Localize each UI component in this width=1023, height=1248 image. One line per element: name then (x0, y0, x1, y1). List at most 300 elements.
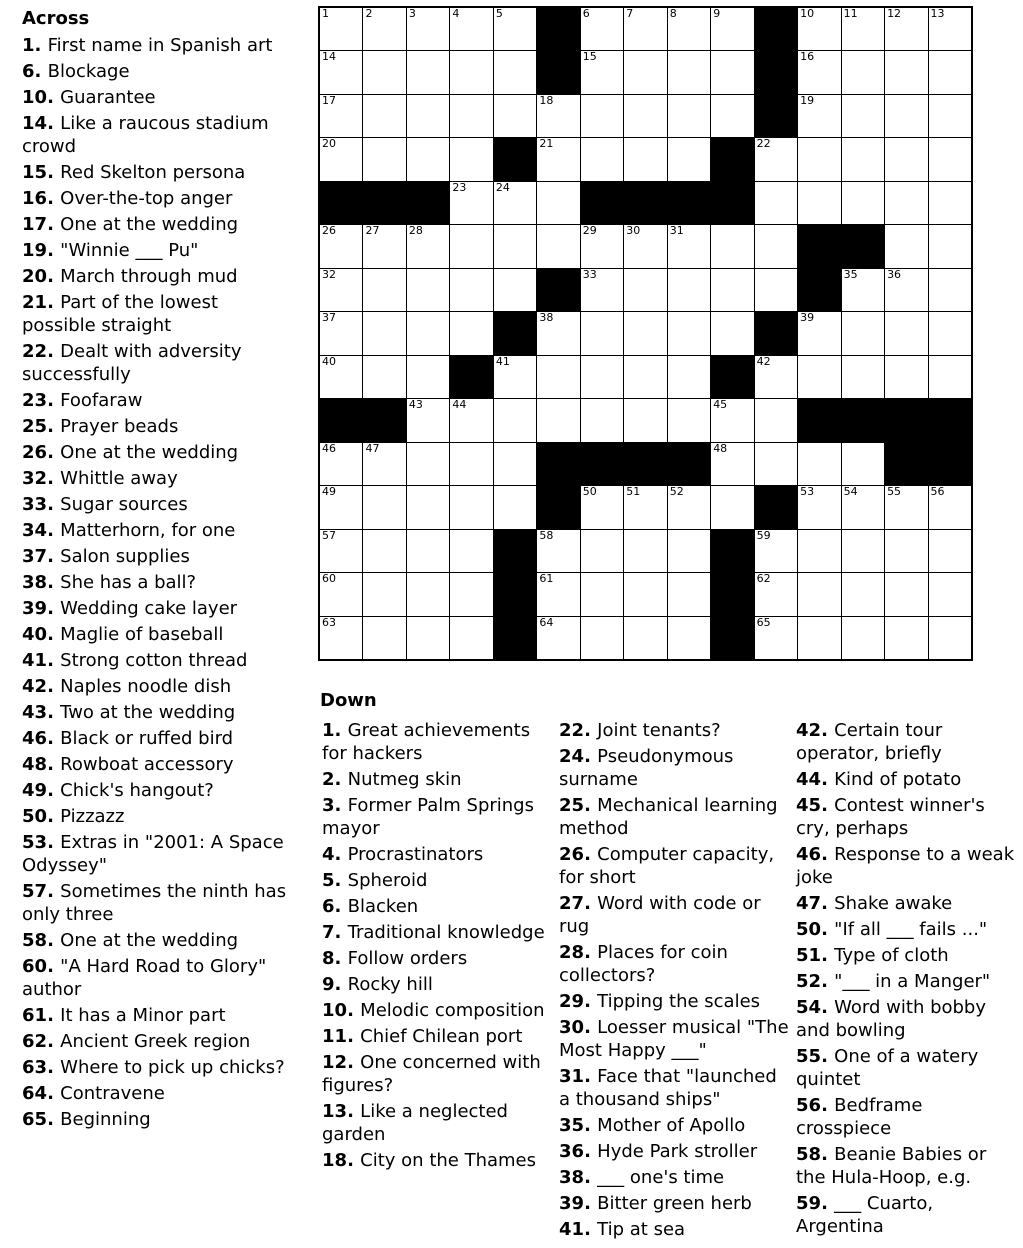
clue-item[interactable] (559, 1218, 791, 1241)
grid-cell[interactable] (668, 225, 710, 267)
clue-item[interactable] (22, 675, 294, 698)
grid-cell[interactable] (320, 312, 362, 354)
grid-cell[interactable] (885, 617, 927, 659)
grid-cell[interactable] (537, 530, 579, 572)
grid-cell[interactable] (798, 356, 840, 398)
grid-cell[interactable] (624, 269, 666, 311)
grid-cell[interactable] (798, 138, 840, 180)
grid-cell[interactable] (885, 182, 927, 224)
grid-cell[interactable] (798, 182, 840, 224)
clue-number: 46 (22, 728, 48, 749)
grid-cell[interactable] (842, 617, 884, 659)
clue-item[interactable] (322, 794, 554, 840)
cell-number: 29 (582, 224, 597, 238)
grid-cell[interactable] (363, 269, 405, 311)
grid-cell[interactable] (842, 530, 884, 572)
grid-cell[interactable] (755, 182, 797, 224)
grid-cell[interactable] (842, 51, 884, 93)
grid-cell[interactable] (929, 312, 971, 354)
grid-cell[interactable] (842, 443, 884, 485)
grid-cell[interactable] (885, 51, 927, 93)
grid-cell[interactable] (885, 530, 927, 572)
clue-number-dot: . (47, 728, 61, 749)
clue-item[interactable] (22, 60, 294, 83)
clue-item[interactable] (322, 719, 554, 765)
grid-cell[interactable] (320, 617, 362, 659)
grid-cell[interactable] (450, 573, 492, 615)
clue-item[interactable] (22, 415, 294, 438)
clue-item[interactable] (22, 571, 294, 594)
clue-item[interactable] (796, 1192, 1018, 1238)
clue-item[interactable] (322, 1100, 554, 1146)
clue-item[interactable] (322, 947, 554, 970)
grid-cell[interactable] (624, 8, 666, 50)
clue-number: 8 (322, 948, 335, 969)
grid-cell[interactable] (668, 530, 710, 572)
grid-cell[interactable] (450, 312, 492, 354)
clue-item[interactable] (559, 1065, 791, 1111)
grid-cell[interactable] (450, 182, 492, 224)
clue-item[interactable] (796, 719, 1018, 765)
grid-cell[interactable] (668, 138, 710, 180)
clue-item[interactable] (322, 895, 554, 918)
clue-item[interactable] (322, 973, 554, 996)
clue-item[interactable] (22, 545, 294, 568)
grid-cell[interactable] (363, 443, 405, 485)
grid-cell[interactable] (581, 269, 623, 311)
grid-cell[interactable] (755, 443, 797, 485)
grid-cell[interactable] (363, 530, 405, 572)
grid-cell[interactable] (668, 95, 710, 137)
cell-number: 44 (452, 398, 467, 412)
black-square (537, 8, 579, 50)
grid-cell[interactable] (581, 617, 623, 659)
grid-cell[interactable] (885, 312, 927, 354)
grid-cell[interactable] (885, 8, 927, 50)
cell-number: 15 (582, 50, 597, 64)
black-square (450, 356, 492, 398)
grid-cell[interactable] (842, 486, 884, 528)
grid-cell[interactable] (407, 51, 449, 93)
cell-number: 54 (843, 485, 858, 499)
grid-cell[interactable] (494, 443, 536, 485)
grid-cell[interactable] (407, 486, 449, 528)
clue-item[interactable] (559, 843, 791, 889)
grid-cell[interactable] (842, 269, 884, 311)
grid-cell[interactable] (407, 225, 449, 267)
grid-cell[interactable] (929, 95, 971, 137)
grid-cell[interactable] (798, 51, 840, 93)
grid-cell[interactable] (363, 8, 405, 50)
clue-item[interactable] (22, 805, 294, 828)
clue-item[interactable] (22, 831, 294, 877)
clue-item[interactable] (796, 996, 1018, 1042)
grid-cell[interactable] (581, 95, 623, 137)
grid-cell[interactable] (624, 573, 666, 615)
grid-cell[interactable] (320, 51, 362, 93)
grid-cell[interactable] (581, 8, 623, 50)
clue-item[interactable] (796, 1045, 1018, 1091)
grid-cell[interactable] (537, 617, 579, 659)
grid-cell[interactable] (624, 356, 666, 398)
grid-cell[interactable] (798, 443, 840, 485)
grid-cell[interactable] (363, 356, 405, 398)
grid-cell[interactable] (842, 356, 884, 398)
clue-item[interactable] (322, 869, 554, 892)
clue-number-dot: . (47, 494, 61, 515)
clue-text: Maglie of baseball (60, 624, 224, 645)
grid-cell[interactable] (842, 182, 884, 224)
clue-item[interactable] (22, 1004, 294, 1027)
clue-item[interactable] (22, 955, 294, 1001)
clue-item[interactable] (22, 1082, 294, 1105)
grid-cell[interactable] (450, 617, 492, 659)
grid-cell[interactable] (450, 530, 492, 572)
clue-item[interactable] (22, 623, 294, 646)
grid-cell[interactable] (624, 225, 666, 267)
clue-item[interactable] (22, 779, 294, 802)
clue-item[interactable] (22, 441, 294, 464)
grid-cell[interactable] (407, 443, 449, 485)
cell-number: 46 (322, 441, 336, 455)
clue-item[interactable] (796, 918, 1018, 941)
grid-cell[interactable] (842, 8, 884, 50)
grid-cell[interactable] (450, 486, 492, 528)
grid-cell[interactable] (363, 573, 405, 615)
clue-item[interactable] (22, 929, 294, 952)
clue-item[interactable] (796, 843, 1018, 889)
grid-cell[interactable] (668, 399, 710, 441)
clue-item[interactable] (796, 892, 1018, 915)
grid-cell[interactable] (581, 573, 623, 615)
clue-item[interactable] (22, 340, 294, 386)
clue-item[interactable] (559, 719, 791, 742)
grid-cell[interactable] (755, 530, 797, 572)
grid-cell[interactable] (929, 138, 971, 180)
clue-item[interactable] (22, 1056, 294, 1079)
grid-cell[interactable] (885, 486, 927, 528)
clue-item[interactable] (559, 1016, 791, 1062)
black-square (929, 443, 971, 485)
grid-cell[interactable] (711, 51, 753, 93)
grid-cell[interactable] (929, 617, 971, 659)
clue-item[interactable] (22, 880, 294, 926)
grid-cell[interactable] (755, 573, 797, 615)
clue-item[interactable] (796, 794, 1018, 840)
black-square (494, 530, 536, 572)
clue-item[interactable] (559, 794, 791, 840)
grid-cell[interactable] (581, 399, 623, 441)
grid-cell[interactable] (407, 617, 449, 659)
grid-cell[interactable] (885, 225, 927, 267)
grid-cell[interactable] (711, 269, 753, 311)
grid-cell[interactable] (494, 269, 536, 311)
clue-number: 14 (22, 113, 48, 134)
clue-item[interactable] (22, 389, 294, 412)
clue-item[interactable] (322, 999, 554, 1022)
clue-text: Face that "launched a thousand ships" (559, 1066, 777, 1110)
grid-cell[interactable] (624, 51, 666, 93)
grid-cell[interactable] (581, 312, 623, 354)
grid-cell[interactable] (537, 225, 579, 267)
grid-cell[interactable] (581, 51, 623, 93)
grid-cell[interactable] (929, 51, 971, 93)
grid-cell[interactable] (668, 573, 710, 615)
grid-cell[interactable] (711, 443, 753, 485)
clue-item[interactable] (559, 892, 791, 938)
grid-cell[interactable] (450, 269, 492, 311)
grid-cell[interactable] (320, 530, 362, 572)
grid-cell[interactable] (798, 486, 840, 528)
grid-cell[interactable] (842, 138, 884, 180)
grid-cell[interactable] (320, 95, 362, 137)
grid-cell[interactable] (798, 95, 840, 137)
grid-cell[interactable] (450, 8, 492, 50)
grid-cell[interactable] (363, 95, 405, 137)
grid-cell[interactable] (450, 95, 492, 137)
grid-cell[interactable] (320, 225, 362, 267)
grid-cell[interactable] (711, 225, 753, 267)
grid-cell[interactable] (755, 399, 797, 441)
clue-item[interactable] (796, 768, 1018, 791)
grid-cell[interactable] (711, 95, 753, 137)
clue-item[interactable] (22, 597, 294, 620)
clue-item[interactable] (22, 649, 294, 672)
grid-cell[interactable] (711, 486, 753, 528)
grid-cell[interactable] (668, 617, 710, 659)
clue-number-dot: . (821, 997, 835, 1018)
grid-cell[interactable] (320, 8, 362, 50)
clue-number-dot: . (47, 188, 61, 209)
grid-cell[interactable] (450, 138, 492, 180)
grid-cell[interactable] (407, 8, 449, 50)
clue-item[interactable] (22, 519, 294, 542)
grid-cell[interactable] (494, 8, 536, 50)
clue-item[interactable] (22, 187, 294, 210)
clue-item[interactable] (22, 1030, 294, 1053)
grid-cell[interactable] (537, 312, 579, 354)
grid-cell[interactable] (494, 486, 536, 528)
clue-item[interactable] (22, 213, 294, 236)
grid-cell[interactable] (494, 95, 536, 137)
clue-item[interactable] (22, 265, 294, 288)
grid-cell[interactable] (668, 51, 710, 93)
clue-text: One of a watery quintet (796, 1046, 979, 1090)
clue-item[interactable] (322, 921, 554, 944)
clue-item[interactable] (796, 1094, 1018, 1140)
clue-number-dot: . (347, 1052, 361, 1073)
grid-cell[interactable] (798, 312, 840, 354)
grid-cell[interactable] (624, 138, 666, 180)
grid-cell[interactable] (407, 312, 449, 354)
cell-number: 40 (322, 354, 336, 368)
grid-cell[interactable] (320, 443, 362, 485)
black-square (537, 443, 579, 485)
grid-cell[interactable] (624, 486, 666, 528)
clue-number: 24 (559, 746, 585, 767)
grid-cell[interactable] (320, 138, 362, 180)
grid-cell[interactable] (668, 356, 710, 398)
grid-cell[interactable] (755, 617, 797, 659)
grid-cell[interactable] (494, 399, 536, 441)
grid-cell[interactable] (494, 51, 536, 93)
cell-number: 51 (626, 485, 641, 499)
grid-cell[interactable] (668, 486, 710, 528)
clue-item[interactable] (322, 1025, 554, 1048)
grid-cell[interactable] (624, 95, 666, 137)
clue-item[interactable] (559, 1166, 791, 1189)
grid-cell[interactable] (885, 138, 927, 180)
clue-item[interactable] (322, 843, 554, 866)
grid-cell[interactable] (929, 225, 971, 267)
clue-item[interactable] (22, 493, 294, 516)
grid-cell[interactable] (798, 617, 840, 659)
grid-cell[interactable] (755, 138, 797, 180)
grid-cell[interactable] (624, 617, 666, 659)
grid-cell[interactable] (581, 486, 623, 528)
clue-item[interactable] (22, 727, 294, 750)
clue-item[interactable] (796, 1143, 1018, 1189)
clue-item[interactable] (559, 745, 791, 791)
grid-cell[interactable] (929, 356, 971, 398)
down-clue-list-1 (322, 719, 554, 1175)
grid-cell[interactable] (711, 399, 753, 441)
grid-cell[interactable] (624, 312, 666, 354)
grid-cell[interactable] (407, 95, 449, 137)
grid-cell[interactable] (624, 399, 666, 441)
clue-item[interactable] (559, 990, 791, 1013)
grid-cell[interactable] (320, 573, 362, 615)
grid-cell[interactable] (711, 312, 753, 354)
grid-cell[interactable] (407, 269, 449, 311)
grid-cell[interactable] (320, 486, 362, 528)
grid-cell[interactable] (537, 573, 579, 615)
grid-cell[interactable] (885, 95, 927, 137)
clue-item[interactable] (22, 1108, 294, 1131)
clue-item[interactable] (22, 291, 294, 337)
clue-item[interactable] (322, 1149, 554, 1172)
clue-item[interactable] (22, 753, 294, 776)
grid-cell[interactable] (450, 225, 492, 267)
grid-cell[interactable] (537, 182, 579, 224)
clue-text: Certain tour operator, briefly (796, 720, 943, 764)
clue-item[interactable] (22, 239, 294, 262)
grid-cell[interactable] (363, 51, 405, 93)
grid-cell[interactable] (929, 573, 971, 615)
grid-cell[interactable] (668, 8, 710, 50)
clue-item[interactable] (796, 944, 1018, 967)
grid-cell[interactable] (668, 312, 710, 354)
black-square (929, 399, 971, 441)
clue-number-dot: . (47, 572, 61, 593)
grid-cell[interactable] (407, 356, 449, 398)
grid-cell[interactable] (450, 443, 492, 485)
grid-cell[interactable] (537, 399, 579, 441)
cell-number: 20 (322, 137, 336, 151)
grid-cell[interactable] (581, 356, 623, 398)
clue-item[interactable] (22, 86, 294, 109)
grid-cell[interactable] (537, 138, 579, 180)
grid-cell[interactable] (494, 225, 536, 267)
clue-text: Rowboat accessory (60, 754, 234, 775)
grid-cell[interactable] (494, 356, 536, 398)
grid-cell[interactable] (363, 312, 405, 354)
clue-item[interactable] (322, 1051, 554, 1097)
clue-text: Naples noodle dish (60, 676, 232, 697)
clue-number: 56 (796, 1095, 822, 1116)
grid-cell[interactable] (581, 138, 623, 180)
clue-item[interactable] (22, 161, 294, 184)
grid-cell[interactable] (537, 356, 579, 398)
grid-cell[interactable] (929, 530, 971, 572)
grid-cell[interactable] (711, 8, 753, 50)
grid-cell[interactable] (929, 182, 971, 224)
grid-cell[interactable] (885, 269, 927, 311)
grid-cell[interactable] (798, 573, 840, 615)
grid-cell[interactable] (363, 486, 405, 528)
grid-cell[interactable] (363, 138, 405, 180)
grid-cell[interactable] (755, 269, 797, 311)
grid-cell[interactable] (755, 225, 797, 267)
grid-cell[interactable] (450, 399, 492, 441)
black-square (885, 443, 927, 485)
grid-cell[interactable] (450, 51, 492, 93)
clue-item[interactable] (22, 34, 294, 57)
grid-cell[interactable] (755, 356, 797, 398)
clue-item[interactable] (796, 970, 1018, 993)
grid-cell[interactable] (494, 182, 536, 224)
clue-item[interactable] (559, 941, 791, 987)
clue-item[interactable] (22, 467, 294, 490)
grid-cell[interactable] (798, 530, 840, 572)
clue-item[interactable] (22, 701, 294, 724)
grid-cell[interactable] (581, 530, 623, 572)
grid-cell[interactable] (407, 530, 449, 572)
grid-cell[interactable] (581, 225, 623, 267)
grid-cell[interactable] (929, 486, 971, 528)
grid-cell[interactable] (929, 8, 971, 50)
clue-item[interactable] (22, 112, 294, 158)
black-square (624, 443, 666, 485)
grid-cell[interactable] (537, 95, 579, 137)
grid-cell[interactable] (842, 573, 884, 615)
grid-cell[interactable] (407, 138, 449, 180)
grid-cell[interactable] (842, 312, 884, 354)
grid-cell[interactable] (320, 269, 362, 311)
clue-item[interactable] (322, 768, 554, 791)
clue-item[interactable] (559, 1114, 791, 1137)
clue-text: Response to a weak joke (796, 844, 1015, 888)
grid-cell[interactable] (363, 225, 405, 267)
cell-number: 8 (669, 7, 677, 20)
across-heading: Across (22, 8, 90, 29)
clue-number-dot: . (47, 416, 61, 437)
grid-cell[interactable] (798, 8, 840, 50)
grid-cell[interactable] (885, 573, 927, 615)
clue-number-dot: . (821, 844, 835, 865)
grid-cell[interactable] (320, 356, 362, 398)
grid-cell[interactable] (929, 269, 971, 311)
grid-cell[interactable] (407, 399, 449, 441)
clue-item[interactable] (559, 1192, 791, 1215)
grid-cell[interactable] (363, 617, 405, 659)
grid-cell[interactable] (624, 530, 666, 572)
grid-cell[interactable] (842, 95, 884, 137)
grid-cell[interactable] (407, 573, 449, 615)
grid-cell[interactable] (668, 269, 710, 311)
grid-cell[interactable] (885, 356, 927, 398)
clue-item[interactable] (559, 1140, 791, 1163)
